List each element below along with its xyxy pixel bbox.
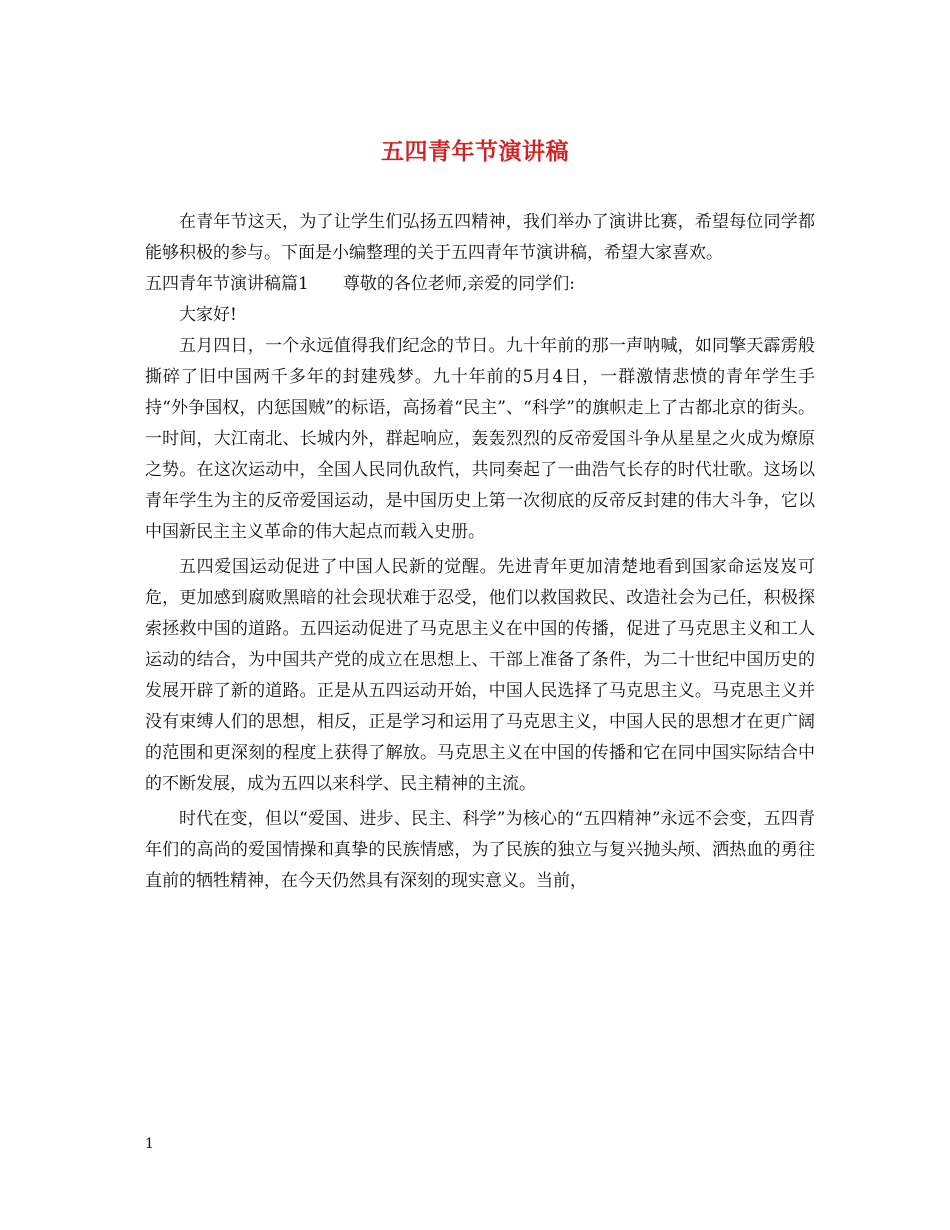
- page-number: 1: [145, 1136, 154, 1152]
- document-body: [145, 207, 815, 897]
- body-paragraph-1: 五月四日，一个永远值得我们纪念的节日。九十年前的那一声呐喊，如同擎天霹雳般撕碎了旧中国两千多年的封建残梦。九十年前的5月4日，一群激情悲愤的青年学生手持“外争国权，内惩国贼”的标语，高扬着“民主”、“科学”的旗帜走上了古都北京的街头。一时间，大江南北、长城内外，群起响应，轰轰烈烈的反帝爱国斗争从星星之火成为燎原之势。在这次运动中，全国人民同仇敌忾，共同奏起了一曲浩气长存的时代壮歌。这场以青年学生为主的反帝爱国运动，是中国历史上第一次彻底的反帝反封建的伟大斗争，它以中国新民主主义革命的伟大起点而载入史册。: [145, 336, 815, 542]
- body-paragraph-2: 五四爱国运动促进了中国人民新的觉醒。先进青年更加清楚地看到国家命运岌岌可危，更加感到腐败黑暗的社会现状难于忍受，他们以救国救民、改造社会为己任，积极探索拯救中国的道路。五四运动促进了马克思主义在中国的传播，促进了马克思主义和工人运动的结合，为中国共产党的成立在思想上、干部上准备了条件，为二十世纪中国历史的发展开辟了新的道路。正是从五四运动开始，中国人民选择了马克思主义。马克思主义并没有束缚人们的思想，相反，正是学习和运用了马克思主义，中国人民的思想才在更广阔的范围和更深刻的程度上获得了解放。马克思主义在中国的传播和它在同中国实际结合中的不断发展，成为五四以来科学、民主精神的主流。: [145, 557, 815, 794]
- greeting-paragraph: 大家好!: [179, 305, 237, 325]
- intro-paragraph: 在青年节这天，为了让学生们弘扬五四精神，我们举办了演讲比赛，希望每位同学都能够积极的参与。下面是小编整理的关于五四青年节演讲稿，希望大家喜欢。: [145, 212, 815, 263]
- body-paragraph-3: 时代在变，但以“爱国、进步、民主、科学”为核心的“五四精神”永远不会变，五四青年们的高尚的爱国情操和真挚的民族情感，为了民族的独立与复兴抛头颅、洒热血的勇往直前的牺牲精神，在今天仍然具有深刻的现实意义。当前，: [145, 809, 815, 891]
- speech-heading-line: 五四青年节演讲稿篇1 尊敬的各位老师,亲爱的同学们:: [145, 274, 575, 294]
- document-title: 五四青年节演讲稿: [381, 138, 569, 165]
